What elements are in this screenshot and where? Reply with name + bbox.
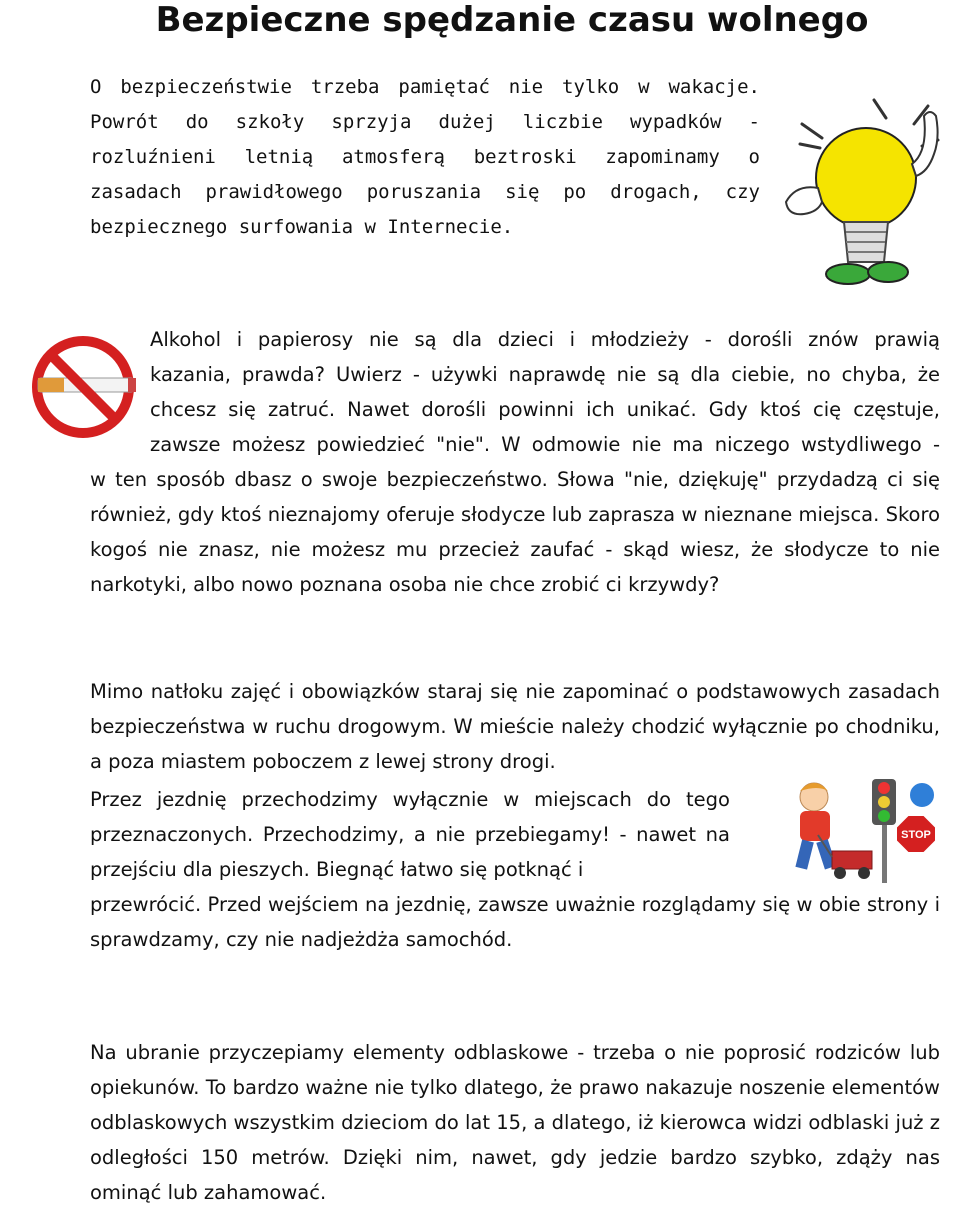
substances-line: chcesz się zatruć. Nawet dorośli powinni ich unikać. Gdy ktoś cię częstuje, <box>150 398 940 421</box>
substances-line: kazania, prawda? Uwierz - używki naprawdę nie są dla ciebie, no chyba, że <box>150 363 940 386</box>
substances-paragraph-rest: w ten sposób dbasz o swoje bezpieczeństwo. Słowa "nie, dziękuję" przydadzą ci się również, gdy ktoś nieznajomy oferuje słodycze lub zaprasza w nieznane miejsca. Skoro kogoś nie znasz, nie możesz mu przecież zaufać - skąd wiesz, że słodycze to nie narkotyki, albo nowo poznana osoba nie chce zrobić ci krzywdy? <box>90 468 940 596</box>
bicycle-sign <box>909 782 935 808</box>
traffic-paragraph-middle: Przez jezdnię przechodzimy wyłącznie w miejscach do tego przeznaczonych. Przechodzimy, a nie przebiegamy! - nawet na przejściu dla pieszych. Biegnąć łatwo się potknąć i <box>90 788 730 881</box>
lightbulb-mascot-illustration <box>778 92 948 292</box>
wagon <box>832 851 872 869</box>
substances-line: zawsze możesz powiedzieć "nie". W odmowie nie ma niczego wstydliwego - <box>150 433 940 456</box>
substances-line: Alkohol i papierosy nie są dla dzieci i młodzieży - dorośli znów prawią <box>150 328 940 351</box>
intro-paragraph: O bezpieczeństwie trzeba pamiętać nie tylko w wakacje. Powrót do szkoły sprzyja dużej liczbie wypadków - rozluźnieni letnią atmosferą beztroski zapominamy o zasadach prawidłowego poruszania się po drogach, czy bezpiecznego surfowania w Internecie. <box>90 76 760 238</box>
boy-traffic-illustration <box>772 773 952 888</box>
traffic-paragraph-bottom: przewrócić. Przed wejściem na jezdnię, zawsze uważnie rozglądamy się w obie strony i sprawdzamy, czy nie nadjeżdża samochód. <box>90 893 940 951</box>
stop-sign-text: STOP <box>901 829 931 841</box>
right-shoe <box>868 262 908 282</box>
left-shoe <box>826 264 870 284</box>
page-title: Bezpieczne spędzanie czasu wolnego <box>155 0 869 40</box>
bulb-head <box>816 128 916 228</box>
traffic-paragraph-top: Mimo natłoku zajęć i obowiązków staraj się nie zapominać o podstawowych zasadach bezpieczeństwa w ruchu drogowym. W mieście należy chodzić wyłącznie po chodniku, a poza miastem poboczem z lewej strony drogi. <box>90 680 940 773</box>
left-glove <box>786 187 822 214</box>
boy-shirt <box>800 811 830 841</box>
reflective-elements-paragraph: Na ubranie przyczepiamy elementy odblaskowe - trzeba o nie poprosić rodziców lub opiekunów. To bardzo ważne nie tylko dlatego, że prawo nakazuje noszenie elementów odblaskowych wszystkim dzieciom do lat 15, a dlatego, iż kierowca widzi odblaski już z odległości 150 metrów. Dzięki nim, nawet, gdy jedzie bardzo szybko, zdąży nas ominąć lub zahamować. <box>90 1041 940 1204</box>
substances-paragraph-intro <box>150 322 940 462</box>
no-smoking-icon <box>28 330 138 445</box>
